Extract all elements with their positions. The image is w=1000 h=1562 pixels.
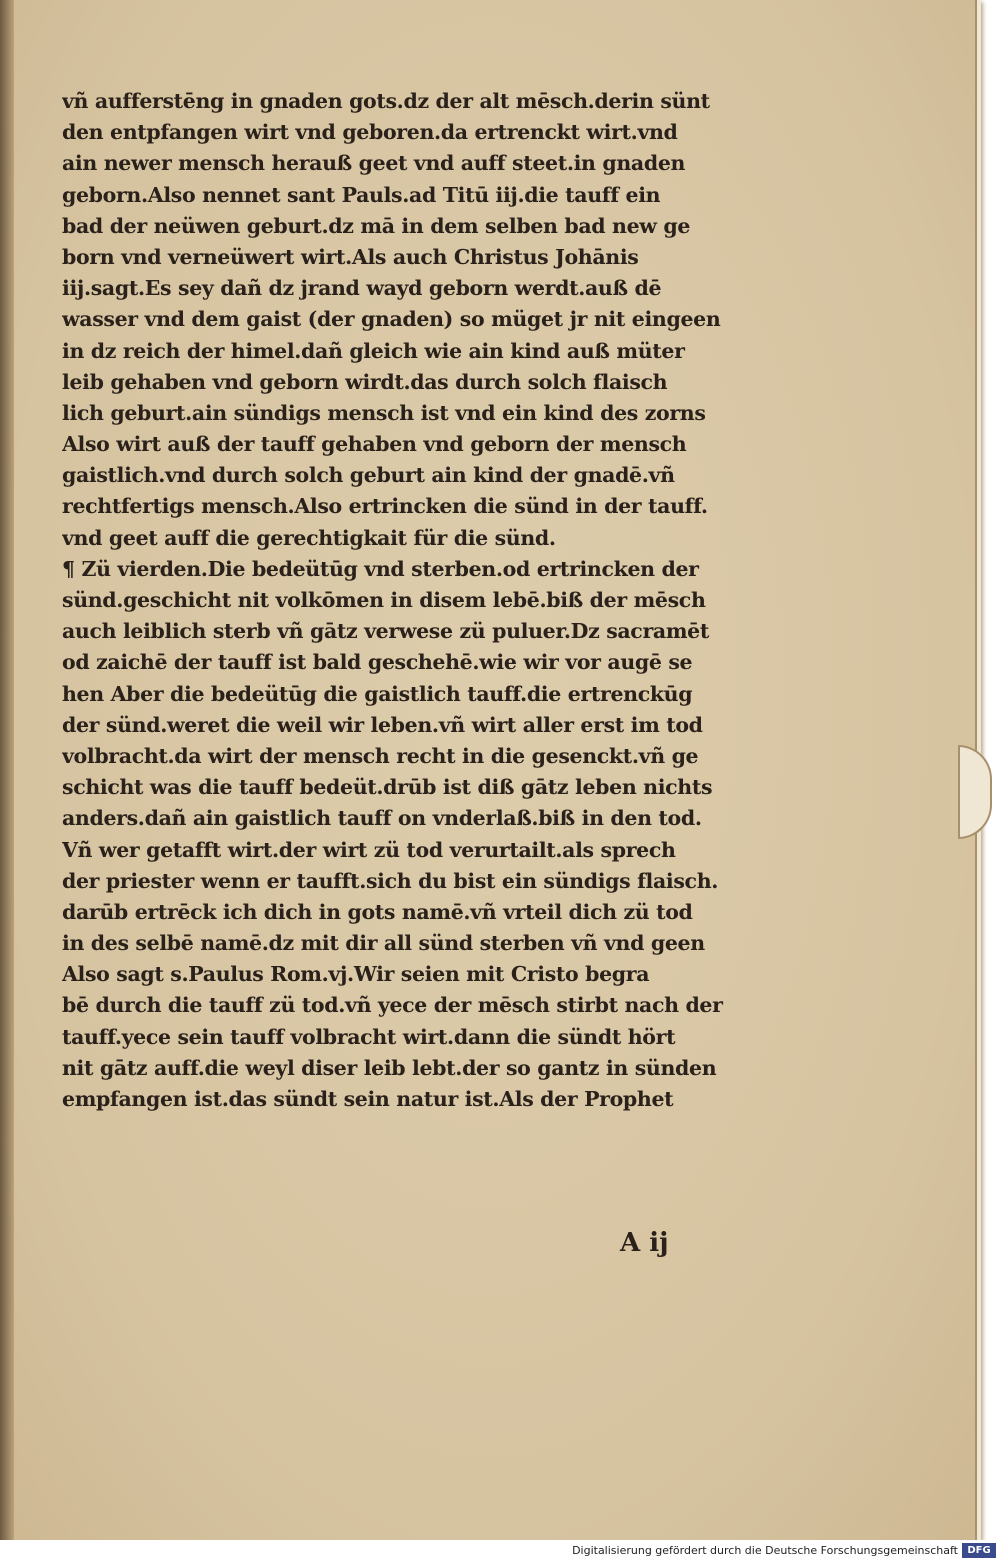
signature-mark: A ij (620, 1228, 669, 1258)
text-line: od zaichē der tauff ist bald geschehē.wie wir vor augē se (62, 650, 693, 675)
text-line: sünd.geschicht nit volkōmen in disem lebē.biß der mēsch (62, 588, 706, 612)
text-line: Also sagt s.Paulus Rom.vj.Wir seien mit Cristo begra (62, 962, 650, 987)
footer-bar (0, 1540, 1000, 1562)
text-line: rechtfertigs mensch.Also ertrincken die sünd in der tauff. (62, 494, 708, 519)
page-gutter (0, 0, 14, 1540)
text-line: iij.sagt.Es sey dañ dz jrand wayd geborn werdt.auß dē (62, 276, 662, 301)
text-line: bad der neüwen geburt.dz mā in dem selben bad new ge (62, 213, 691, 238)
text-line: in des selbē namē.dz mit dir all sünd sterben vñ vnd geen (62, 931, 705, 956)
text-line: vnd geet auff die gerechtigkait für die sünd. (62, 525, 556, 550)
text-line: der priester wenn er taufft.sich du bist ein sündigs flaisch. (62, 868, 719, 893)
text-line: geborn.Also nennet sant Pauls.ad Titū iij.die tauff ein (62, 182, 661, 207)
text-line: leib gehaben vnd geborn wirdt.das durch solch flaisch (62, 369, 668, 394)
text-line: ain newer mensch herauß geet vnd auff steet.in gnaden (62, 151, 686, 176)
text-line: anders.dañ ain gaistlich tauff on vnderlaß.biß in den tod. (62, 806, 702, 831)
text-line: empfangen ist.das sündt sein natur ist.Als der Prophet (62, 1087, 674, 1111)
text-line: wasser vnd dem gaist (der gnaden) so müget jr nit eingeen (62, 307, 721, 332)
text-line: bē durch die tauff zü tod.vñ yece der mēsch stirbt nach der (62, 993, 723, 1018)
text-line: Also wirt auß der tauff gehaben vnd geborn der mensch (62, 432, 687, 457)
text-line: ¶ Zü vierden.Die bedeütūg vnd sterben.od ertrincken der (62, 556, 699, 581)
text-line: schicht was die tauff bedeüt.drūb ist diß gātz leben nichts (62, 775, 713, 800)
text-line: born vnd verneüwert wirt.Als auch Christus Johānis (62, 244, 639, 269)
text-line: auch leiblich sterb vñ gātz verwese zü puluer.Dz sacramēt (62, 619, 709, 644)
text-line: in dz reich der himel.dañ gleich wie ain kind auß müter (62, 338, 685, 363)
dfg-logo-icon: DFG (962, 1543, 996, 1558)
text-line: volbracht.da wirt der mensch recht in die gesenckt.vñ ge (62, 743, 699, 768)
text-line: darūb ertrēck ich dich in gots namē.vñ vrteil dich zü tod (62, 899, 693, 924)
text-line: hen Aber die bedeütūg die gaistlich tauff.die ertrenckūg (62, 681, 693, 706)
footer-credit: Digitalisierung gefördert durch die Deutsche Forschungsgemeinschaft (572, 1544, 958, 1557)
text-line: nit gātz auff.die weyl diser leib lebt.der so gantz in sünden (62, 1055, 717, 1080)
text-line: Vñ wer getafft wirt.der wirt zü tod verurtailt.als sprech (62, 837, 676, 862)
text-line: gaistlich.vnd durch solch geburt ain kind der gnadē.vñ (62, 463, 675, 488)
text-line: tauff.yece sein tauff volbracht wirt.dann die sündt hört (62, 1024, 676, 1049)
text-line: den entpfangen wirt vnd geboren.da ertrenckt wirt.vnd (62, 120, 678, 145)
text-line: der sünd.weret die weil wir leben.vñ wirt aller erst im tod (62, 712, 703, 737)
page-edge-tab (958, 745, 992, 839)
body-text (62, 86, 802, 1115)
text-line: vñ aufferstēng in gnaden gots.dz der alt mēsch.derin sünt (62, 89, 710, 113)
text-line: lich geburt.ain sündigs mensch ist vnd ein kind des zorns (62, 400, 706, 425)
